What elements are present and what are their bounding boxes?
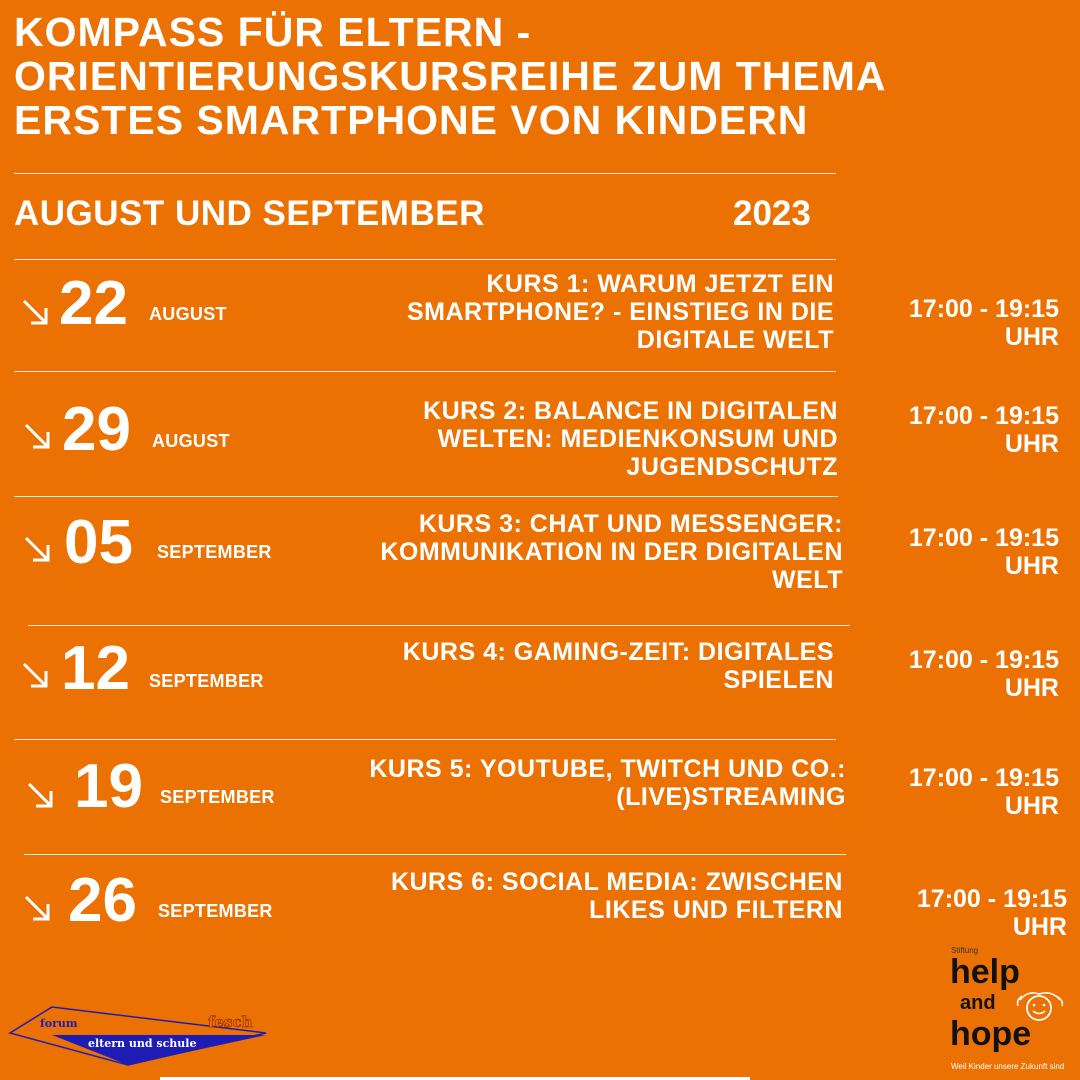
logo-word: help [950, 953, 1020, 991]
course-title [423, 397, 838, 481]
divider [14, 173, 836, 174]
arrow-down-right-icon [27, 782, 53, 808]
course-title-line: WELT [772, 566, 843, 594]
course-time [917, 885, 1067, 941]
logo-word: and [960, 992, 996, 1014]
title-line: ERSTES SMARTPHONE VON KINDERN [14, 97, 809, 143]
course-title-line: KURS 5: YOUTUBE, TWITCH UND CO.: [369, 755, 846, 783]
course-day: 29 [62, 395, 131, 464]
course-time [909, 402, 1059, 458]
divider [14, 259, 836, 260]
course-title-line: KURS 6: SOCIAL MEDIA: ZWISCHEN [390, 868, 843, 896]
course-time-unit: UHR [1004, 552, 1059, 580]
forum-logo-word: eltern und schule [88, 1037, 197, 1050]
course-title-line: (LIVE)STREAMING [616, 783, 846, 811]
course-time-unit: UHR [1012, 913, 1067, 941]
arrow-down-right-icon [24, 536, 50, 562]
title-line: KOMPASS FÜR ELTERN - [14, 9, 532, 55]
course-month: SEPTEMBER [158, 901, 273, 921]
arrow-down-right-icon [22, 662, 48, 688]
course-title-line: SPIELEN [723, 666, 834, 694]
course-title-line: KOMMUNIKATION IN DER DIGITALEN [380, 538, 843, 566]
course-title [407, 270, 834, 354]
course-month: SEPTEMBER [149, 671, 264, 691]
course-time-range: 17:00 - 19:15 [916, 885, 1067, 913]
course-title-line: KURS 1: WARUM JETZT EIN [486, 270, 834, 298]
course-time-unit: UHR [1004, 792, 1059, 820]
course-title-line: SMARTPHONE? - EINSTIEG IN DIE [406, 298, 834, 326]
course-day: 19 [74, 752, 143, 821]
course-time-range: 17:00 - 19:15 [908, 764, 1059, 792]
course-title [380, 510, 843, 594]
arrow-down-right-icon [22, 299, 48, 325]
course-time [909, 295, 1059, 351]
course-title-line: KURS 3: CHAT UND MESSENGER: [418, 510, 843, 538]
course-title [369, 755, 846, 811]
arrow-down-right-icon [24, 423, 50, 449]
course-month: AUGUST [149, 304, 227, 324]
course-time-unit: UHR [1004, 323, 1059, 351]
course-title-line: KURS 4: GAMING-ZEIT: DIGITALES [402, 638, 834, 666]
year-label: 2023 [733, 194, 811, 233]
forum-logo-word: forum [40, 1017, 78, 1030]
forum-eltern-und-schule-logo [8, 1005, 270, 1069]
divider [14, 496, 838, 497]
course-title-line: JUGENDSCHUTZ [626, 453, 838, 481]
course-day: 22 [59, 269, 128, 338]
course-time-unit: UHR [1004, 430, 1059, 458]
course-title-line: KURS 2: BALANCE IN DIGITALEN [423, 397, 838, 425]
course-month: SEPTEMBER [157, 542, 272, 562]
course-time [909, 764, 1059, 820]
course-time-range: 17:00 - 19:15 [908, 402, 1059, 430]
divider [28, 625, 850, 626]
course-month: AUGUST [152, 431, 230, 451]
course-title-line: WELTEN: MEDIENKONSUM UND [437, 425, 838, 453]
logo-prefix: Stiftung [951, 946, 979, 955]
logo-tagline: Weil Kinder unsere Zukunft sind [951, 1062, 1065, 1071]
arrow-down-right-icon [24, 895, 50, 921]
help-and-hope-logo [948, 944, 1073, 1074]
course-time-range: 17:00 - 19:15 [908, 524, 1059, 552]
smiley-face-icon [1008, 990, 1070, 1022]
page-title [14, 10, 1054, 142]
course-time-range: 17:00 - 19:15 [908, 646, 1059, 674]
title-line: ORIENTIERUNGSKURSREIHE ZUM THEMA [14, 53, 887, 99]
divider [14, 371, 836, 372]
course-day: 26 [68, 866, 137, 935]
course-day: 05 [64, 508, 133, 577]
divider [14, 739, 836, 740]
course-time-range: 17:00 - 19:15 [908, 295, 1059, 323]
course-title [391, 868, 843, 924]
course-day: 12 [61, 634, 130, 703]
course-time [909, 646, 1059, 702]
forum-logo-word: fesch [208, 1013, 253, 1031]
course-title [403, 638, 834, 694]
divider [24, 854, 846, 855]
period-label: AUGUST UND SEPTEMBER [14, 194, 485, 233]
course-month: SEPTEMBER [160, 787, 275, 807]
course-title-line: LIKES UND FILTERN [589, 896, 843, 924]
course-time-unit: UHR [1004, 674, 1059, 702]
course-title-line: DIGITALE WELT [636, 326, 834, 354]
logo-word: hope [950, 1015, 1032, 1053]
course-time [909, 524, 1059, 580]
